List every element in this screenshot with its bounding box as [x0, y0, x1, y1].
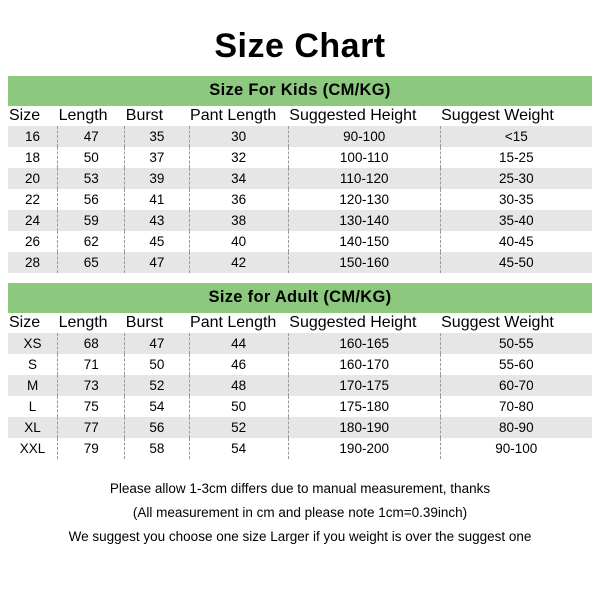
note-line-2: (All measurement in cm and please note 1cm=0.39inch): [132, 504, 468, 520]
cell-suggested-height: 90-100: [288, 126, 440, 147]
cell-length: 79: [58, 438, 125, 459]
cell-burst: 47: [125, 252, 189, 273]
cell-pant-length: 46: [189, 354, 288, 375]
cell-length: 75: [58, 396, 125, 417]
cell-suggest-weight: 35-40: [440, 210, 592, 231]
adult-banner-label: Size for Adult (CM/KG): [8, 283, 592, 313]
cell-pant-length: 54: [189, 438, 288, 459]
cell-length: 47: [58, 126, 125, 147]
cell-burst: 58: [125, 438, 189, 459]
cell-suggested-height: 110-120: [288, 168, 440, 189]
cell-length: 73: [58, 375, 125, 396]
adult-table-banner: [8, 283, 592, 313]
cell-suggest-weight: <15: [440, 126, 592, 147]
cell-size: M: [8, 375, 58, 396]
cell-suggest-weight: 15-25: [440, 147, 592, 168]
adult-size-table-wrapper: [8, 283, 592, 459]
table-row: [8, 417, 592, 438]
cell-burst: 35: [125, 126, 189, 147]
cell-pant-length: 50: [189, 396, 288, 417]
cell-burst: 54: [125, 396, 189, 417]
table-row: [8, 252, 592, 273]
cell-suggested-height: 160-170: [288, 354, 440, 375]
cell-pant-length: 38: [189, 210, 288, 231]
column-header-suggested-height: Suggested Height: [289, 314, 417, 331]
cell-suggest-weight: 40-45: [440, 231, 592, 252]
cell-size: XS: [8, 333, 58, 354]
kids-size-table-wrapper: [8, 76, 592, 273]
table-row: [8, 231, 592, 252]
cell-suggested-height: 175-180: [288, 396, 440, 417]
cell-burst: 50: [125, 354, 189, 375]
cell-size: 24: [8, 210, 58, 231]
column-header-length: Length: [58, 107, 108, 124]
table-row: [8, 375, 592, 396]
cell-length: 65: [58, 252, 125, 273]
table-row: [8, 396, 592, 417]
cell-suggest-weight: 80-90: [440, 417, 592, 438]
cell-pant-length: 34: [189, 168, 288, 189]
cell-suggested-height: 150-160: [288, 252, 440, 273]
table-row: [8, 168, 592, 189]
kids-table-body: [8, 126, 592, 273]
cell-size: 22: [8, 189, 58, 210]
cell-size: 18: [8, 147, 58, 168]
table-row: [8, 189, 592, 210]
cell-burst: 37: [125, 147, 189, 168]
cell-suggested-height: 190-200: [288, 438, 440, 459]
kids-banner-label: Size For Kids (CM/KG): [8, 76, 592, 106]
cell-suggest-weight: 55-60: [440, 354, 592, 375]
cell-pant-length: 48: [189, 375, 288, 396]
column-header-burst: Burst: [125, 107, 164, 124]
adult-table-header-row: [8, 313, 592, 333]
cell-suggested-height: 180-190: [288, 417, 440, 438]
table-row: [8, 210, 592, 231]
cell-length: 62: [58, 231, 125, 252]
page-title: Size Chart: [214, 27, 386, 65]
cell-suggested-height: 140-150: [288, 231, 440, 252]
cell-suggested-height: 170-175: [288, 375, 440, 396]
cell-pant-length: 44: [189, 333, 288, 354]
cell-size: 26: [8, 231, 58, 252]
column-header-burst: Burst: [125, 314, 164, 331]
cell-length: 77: [58, 417, 125, 438]
column-header-size: Size: [9, 107, 41, 124]
cell-burst: 41: [125, 189, 189, 210]
table-row: [8, 333, 592, 354]
column-header-size: Size: [9, 314, 41, 331]
table-row: [8, 147, 592, 168]
cell-size: 16: [8, 126, 58, 147]
cell-burst: 52: [125, 375, 189, 396]
table-row: [8, 438, 592, 459]
cell-burst: 43: [125, 210, 189, 231]
kids-table-header-row: [8, 106, 592, 126]
cell-suggest-weight: 50-55: [440, 333, 592, 354]
cell-pant-length: 36: [189, 189, 288, 210]
table-row: [8, 126, 592, 147]
column-header-pant-length: Pant Length: [190, 107, 277, 124]
cell-burst: 45: [125, 231, 189, 252]
cell-suggested-height: 120-130: [288, 189, 440, 210]
cell-suggested-height: 130-140: [288, 210, 440, 231]
column-header-suggest-weight: Suggest Weight: [441, 314, 554, 331]
cell-size: 20: [8, 168, 58, 189]
cell-suggest-weight: 70-80: [440, 396, 592, 417]
cell-size: XL: [8, 417, 58, 438]
cell-size: XXL: [8, 438, 58, 459]
cell-length: 68: [58, 333, 125, 354]
cell-suggest-weight: 60-70: [440, 375, 592, 396]
cell-pant-length: 32: [189, 147, 288, 168]
cell-burst: 47: [125, 333, 189, 354]
cell-suggest-weight: 90-100: [440, 438, 592, 459]
cell-pant-length: 52: [189, 417, 288, 438]
cell-size: 28: [8, 252, 58, 273]
cell-burst: 39: [125, 168, 189, 189]
cell-suggest-weight: 45-50: [440, 252, 592, 273]
adult-table-body: [8, 333, 592, 459]
cell-length: 56: [58, 189, 125, 210]
cell-burst: 56: [125, 417, 189, 438]
column-header-pant-length: Pant Length: [190, 314, 277, 331]
note-line-1: Please allow 1-3cm differs due to manual measurement, thanks: [109, 481, 491, 496]
cell-suggest-weight: 25-30: [440, 168, 592, 189]
cell-size: S: [8, 354, 58, 375]
cell-pant-length: 30: [189, 126, 288, 147]
table-row: [8, 354, 592, 375]
cell-size: L: [8, 396, 58, 417]
kids-table-banner: [8, 76, 592, 106]
cell-pant-length: 42: [189, 252, 288, 273]
column-header-length: Length: [58, 314, 108, 331]
column-header-suggested-height: Suggested Height: [289, 107, 417, 124]
cell-pant-length: 40: [189, 231, 288, 252]
cell-length: 71: [58, 354, 125, 375]
cell-length: 50: [58, 147, 125, 168]
cell-suggested-height: 100-110: [288, 147, 440, 168]
note-line-3: We suggest you choose one size Larger if you weight is over the suggest one: [68, 528, 532, 544]
kids-size-table: [8, 76, 592, 273]
cell-suggest-weight: 30-35: [440, 189, 592, 210]
adult-size-table: [8, 283, 592, 459]
column-header-suggest-weight: Suggest Weight: [441, 107, 554, 124]
cell-length: 53: [58, 168, 125, 189]
table-gap: [0, 273, 600, 283]
measurement-notes: [0, 477, 600, 549]
cell-suggested-height: 160-165: [288, 333, 440, 354]
cell-length: 59: [58, 210, 125, 231]
